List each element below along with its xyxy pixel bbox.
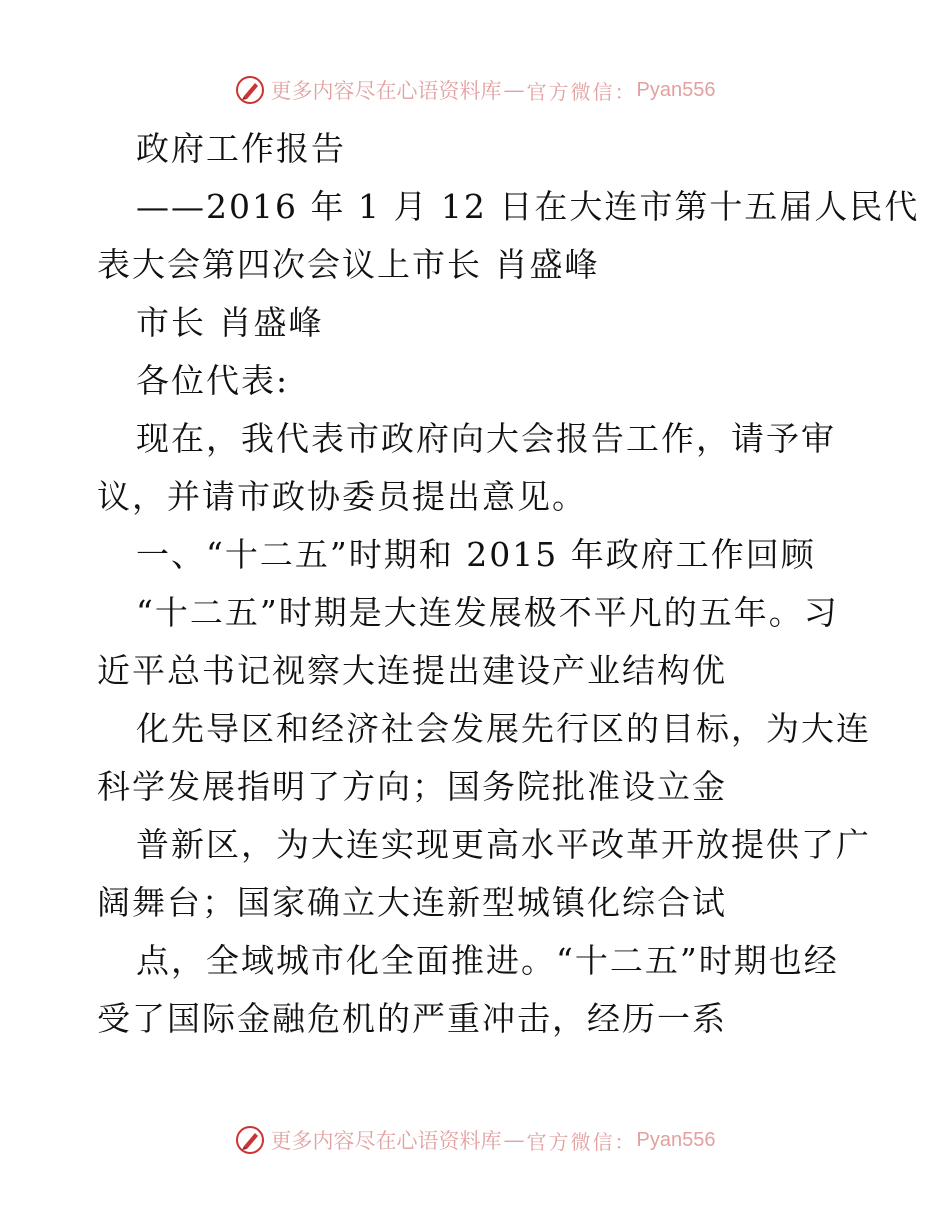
- watermark-wechat-label: 官方微信：: [526, 79, 637, 104]
- paragraph-line: 阔舞台；国家确立大连新型城镇化综合试: [97, 883, 727, 922]
- pen-logo-icon: [235, 75, 265, 105]
- footer-watermark: [0, 1120, 950, 1160]
- watermark-main-text: 更多内容尽在心语资料库: [270, 1129, 502, 1153]
- speaker-line: 市长 肖盛峰: [136, 303, 324, 342]
- paragraph-line: 受了国际金融危机的严重冲击，经历一系: [97, 999, 727, 1038]
- watermark-wechat-id: Pyan556: [636, 1128, 716, 1151]
- paragraph-line: 普新区，为大连实现更高水平改革开放提供了广: [136, 825, 871, 864]
- salutation: 各位代表:: [136, 361, 290, 400]
- watermark-wechat-id: Pyan556: [636, 78, 716, 101]
- paragraph-line: “十二五”时期是大连发展极不平凡的五年。习: [136, 593, 839, 632]
- document-subtitle-line-1: ——2016 年 1 月 12 日在大连市第十五届人民代: [136, 187, 920, 226]
- document-subtitle-line-2: 表大会第四次会议上市长 肖盛峰: [97, 245, 600, 284]
- paragraph-line: 现在，我代表市政府向大会报告工作，请予审: [136, 419, 836, 458]
- watermark-separator: —: [503, 1128, 525, 1152]
- watermark-wechat-label: 官方微信：: [526, 1129, 637, 1154]
- paragraph-line: 点，全域城市化全面推进。“十二五”时期也经: [136, 941, 839, 980]
- paragraph-line: 科学发展指明了方向；国务院批准设立金: [97, 767, 727, 806]
- pen-logo-icon: [235, 1125, 265, 1155]
- document-title: 政府工作报告: [136, 129, 346, 168]
- paragraph-line: 化先导区和经济社会发展先行区的目标，为大连: [136, 709, 871, 748]
- document-body: [97, 120, 920, 1048]
- watermark-main-text: 更多内容尽在心语资料库: [270, 79, 502, 103]
- section-heading: 一、“十二五”时期和 2015 年政府工作回顾: [136, 535, 816, 574]
- paragraph-line: 议，并请市政协委员提出意见。: [97, 477, 587, 516]
- watermark-separator: —: [503, 78, 525, 102]
- paragraph-line: 近平总书记视察大连提出建设产业结构优: [97, 651, 727, 690]
- header-watermark: [0, 70, 950, 110]
